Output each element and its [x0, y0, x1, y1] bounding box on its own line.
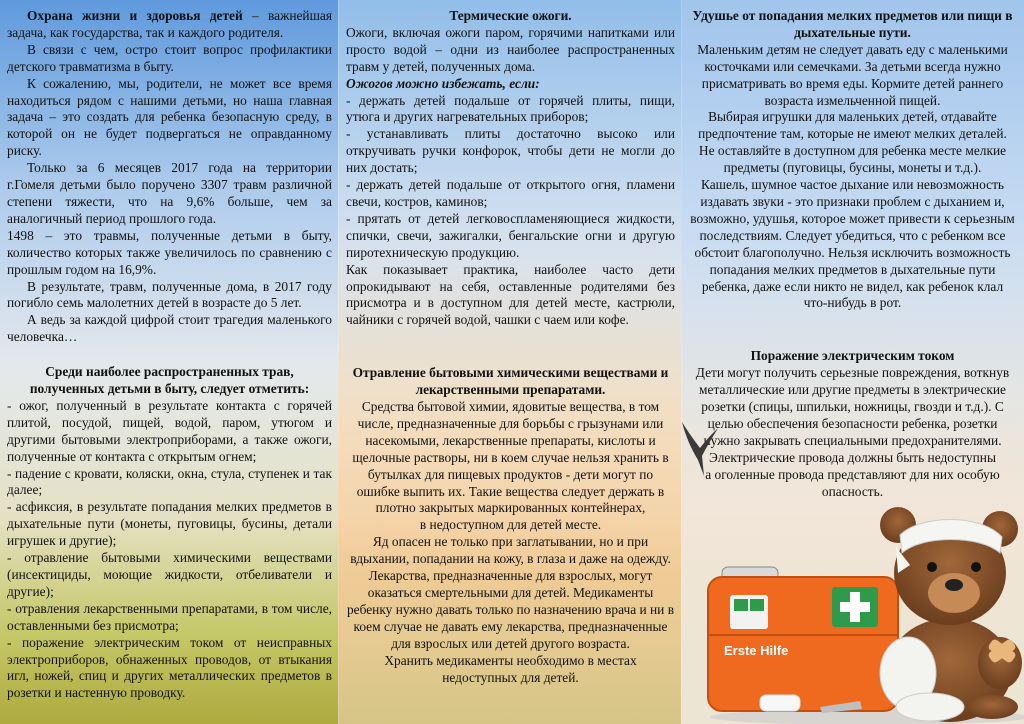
section-heading: Среди наиболее распространенных трав, полученных детьми в быту, следует отметить: [29, 364, 310, 397]
list-item: - устанавливать плиты достаточно высоко или откручивать ручки конфорок, чтобы дети не могли до них достать; [346, 126, 675, 176]
paragraph: Ожоги, включая ожоги паром, горячими напитками или просто водой – одни из наиболее распространенных травм у детей, полученных дома. [346, 24, 675, 74]
paragraph: А ведь за каждой цифрой стоит трагедия маленького человечка… [7, 312, 332, 345]
paragraph: в недоступном для детей месте. [419, 517, 602, 533]
paragraph: Выбирая игрушки для маленьких детей, отдавайте предпочтение там, которые не имеют мелких деталей. Не оставляйте в доступном для ребенка месте мелкие предметы (пуговицы, бусины, монеты и т.д.). [698, 109, 1007, 176]
section-heading: Термические ожоги. [449, 8, 572, 23]
list-item: - асфиксия, в результате попадания мелких предметов в дыхательные пути (монеты, пуговицы, бусины, детали игрушек и другие); [7, 499, 332, 549]
section-heading: Поражение электрическим током [750, 348, 955, 364]
paragraph: В связи с чем, остро стоит вопрос профилактики детского травматизма в быту. [7, 41, 332, 74]
subheading: Ожогов можно избежать, если: [346, 75, 540, 91]
list-item: - держать детей подальше от горячей плиты, пищи, утюга и других нагревательных приборов; [346, 92, 675, 125]
section-heading: Отравление бытовыми химическими веществами и лекарственными препаратами. [352, 365, 669, 398]
section-heading: Удушье от попадания мелких предметов или пищи в дыхательные пути. [692, 8, 1013, 40]
intro-bold: Охрана жизни и здоровья детей [27, 8, 243, 23]
list-item: - ожог, полученный в результате контакта с горячей плитой, посудой, пищей, водой, паром, утюгом и другими бытовыми электроприборами, а также ожоги, полученные от контакта с открытым огнем; [7, 397, 332, 464]
paragraph: Лекарства, предназначенные для взрослых, могут оказаться смертельными для детей. Медикаменты ребенку нужно давать только по назначению врача и ни в коем случае не давать ему лекарства, предназначенные для взрослых или детей другого возраста. [346, 568, 675, 651]
paragraph: 1498 – это травмы, полученные детьми в быту, количество которых также увеличилось по сравнению с прошлым годом на 16,9%. [7, 227, 332, 277]
paragraph: а оголенные провода представляют для них особую опасность. [705, 466, 1000, 499]
paragraph: Как показывает практика, наиболее часто дети опрокидывают на себя, оставленные родителями без присмотра и в доступном для детей месте, кастрюли, чайники с горячей водой, чашки с чаем или кофе. [346, 261, 675, 328]
list-item: - падение с кровати, коляски, окна, стула, ступенек и так далее; [7, 465, 332, 498]
list-item: - отравление бытовыми химическими веществами (инсектициды, моющие жидкости, отбеливатели и другие); [7, 550, 332, 599]
teddy-bear [880, 507, 1022, 722]
column-1 [0, 0, 338, 724]
paragraph: В результате, травм, полученные дома, в 2017 году погибло семь малолетних детей в возрасте до 5 лет. [7, 278, 332, 311]
teddy-bear-first-aid-illustration [700, 495, 1024, 724]
intro-paragraph [7, 8, 332, 42]
paragraph: Дети могут получить серьезные повреждения, воткнув металлические или другие предметы в электрические розетки (спицы, шпильки, ножницы, гвозди и т.д.). С целью обеспечения безопасности ребенка, розетки нужно закрывать специальными предохранителями. [695, 365, 1010, 448]
first-aid-kit [708, 567, 898, 711]
list-item: - прятать от детей легковоспламеняющиеся жидкости, спички, свечи, зажигалки, бенгальские огни и другую пиротехническую продукцию. [346, 210, 675, 260]
paragraph: К сожалению, мы, родители, не может все время находиться рядом с нашими детьми, но наша главная задача – это создать для ребенка безопасную среду, в которой он не будет подвергаться не оправданному риску. [7, 75, 332, 159]
paragraph: Электрические провода должны быть недоступны [709, 449, 996, 465]
paragraph: Маленьким детям не следует давать еду с маленькими косточками или семечками. За детьми всегда нужно присматривать во время еды. Кормите детей раннего возраста измельченной пищей. [697, 41, 1008, 108]
column-2 [338, 0, 681, 724]
paragraph: Хранить медикаменты необходимо в местах недоступных для детей. [384, 652, 637, 685]
bird-icon [680, 420, 720, 480]
paragraph: Средства бытовой химии, ядовитые вещества, в том числе, предназначенные для борьбы с грызунами или насекомыми, лекарственные препараты, кислоты и щелочные растворы, ни в коем случае нельзя хранить в бутылках для пищевых продуктов - дети могут по ошибке выпить их. Такие вещества следует держать в плотно закрытых маркированных контейнерах, [352, 399, 669, 516]
paragraph: Яд опасен не только при заглатывании, но и при вдыхании, попадании на кожу, в глаза и даже на одежду. [350, 534, 671, 567]
intro-text: – важнейшая задача, как государства, так и каждого родителя. [7, 8, 333, 40]
paragraph: Кашель, шумное частое дыхание или невозможность издавать звуки - это признаки проблем с дыханием и, возможно, удушья, которое может привести к серьезным последствиям. Следует убедиться, что с ребенком все обстоит благополучно. Нельзя исключить возможность попадания мелких предметов в дыхательные пути ребенка, даже если никто не видел, как ребенок клал что-нибудь в рот. [690, 177, 1015, 311]
list-item: - держать детей подальше от открытого огня, пламени свечи, костров, каминов; [346, 177, 675, 209]
kit-label: Erste Hilfe [724, 643, 789, 658]
paragraph: Только за 6 месяцев 2017 года на территории г.Гомеля детьми было поручено 3307 травм различной степени тяжести, что на 9,6% больше, чем за аналогичный период прошлого года. [7, 160, 332, 226]
list-item: - поражение электрическим током от неисправных электроприборов, обнаженных проводов, от втыкания игл, ножей, спиц и других металлических предметов в розетки и настенную проводку. [7, 634, 332, 701]
list-item: - отравления лекарственными препаратами, в том числе, оставленными без присмотра; [7, 600, 332, 633]
